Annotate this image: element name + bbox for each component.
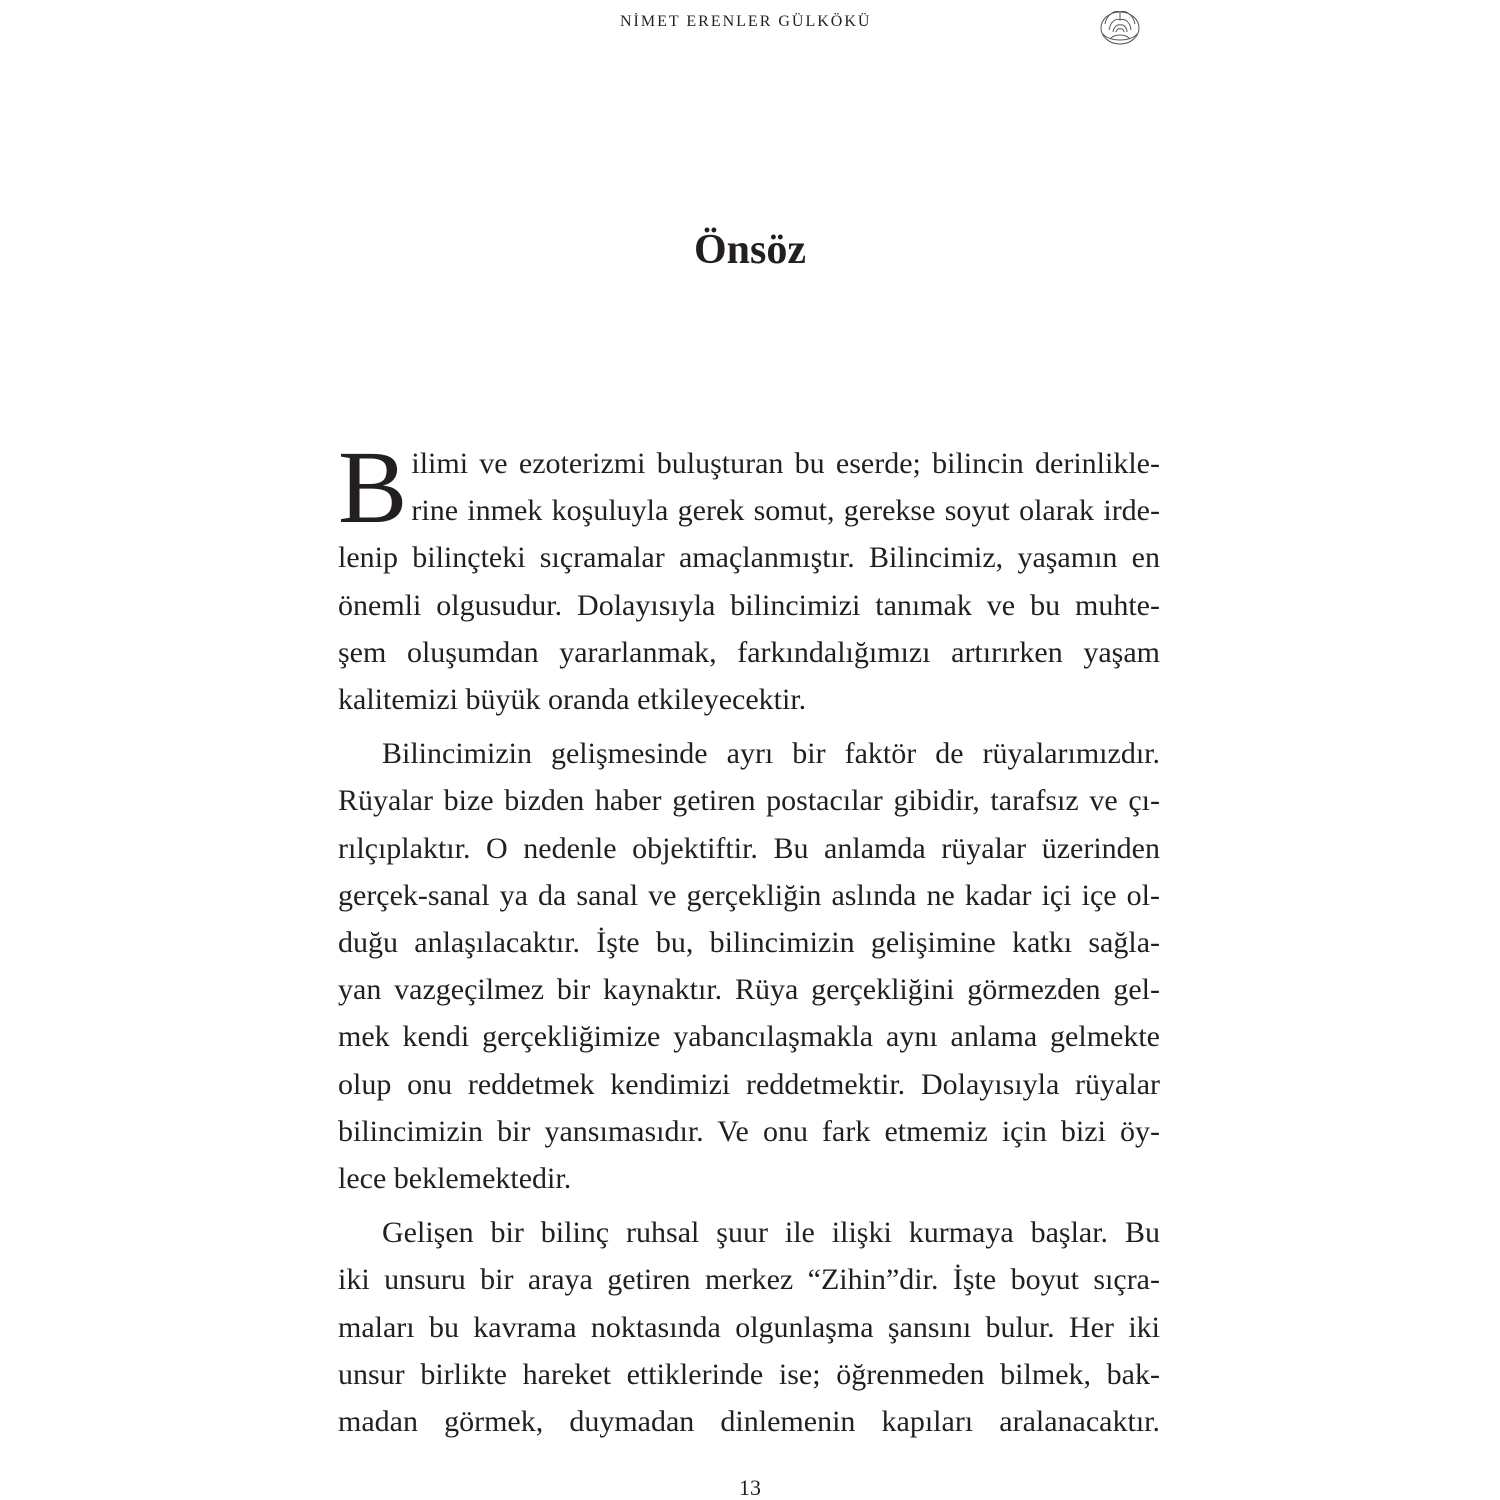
body-text xyxy=(338,430,1160,1452)
text-line: Bilincimizin gelişmesinde ayrı bir faktör de rüyalarımızdır. xyxy=(382,737,1160,771)
running-head xyxy=(0,10,1500,34)
text-line: önemli olgusudur. Dolayısıyla bilincimizi tanımak ve bu muhte- xyxy=(338,588,1160,622)
rose-icon xyxy=(1097,4,1143,48)
text-line: ilimi ve ezoterizmi buluşturan bu eserde; bilincin derinlikle- xyxy=(411,447,1160,480)
text-line: iki unsuru bir araya getiren merkez “Zihin”dir. İşte boyut sıçra- xyxy=(338,1263,1160,1297)
text-line: gerçek-sanal ya da sanal ve gerçekliğin aslında ne kadar içi içe ol- xyxy=(338,878,1160,912)
paragraph-1 xyxy=(338,430,1160,723)
text-line: rılçıplaktır. O nedenle objektiftir. Bu anlamda rüyalar üzerinden xyxy=(338,831,1160,865)
text-line: rine inmek koşuluyla gerek somut, gerekse soyut olarak irde- xyxy=(411,494,1160,528)
paragraph-2 xyxy=(338,730,1160,1202)
text-line: bilincimizin bir yansımasıdır. Ve onu fark etmemiz için bizi öy- xyxy=(338,1114,1160,1148)
text-line: maları bu kavrama noktasında olgunlaşma şansını bulur. Her iki xyxy=(338,1310,1160,1344)
text-line: Rüyalar bize bizden haber getiren postacılar gibidir, tarafsız ve çı- xyxy=(338,784,1160,818)
text-line: madan görmek, duymadan dinlemenin kapıları aralanacaktır. xyxy=(338,1405,1160,1439)
drop-cap: B xyxy=(338,430,408,545)
text-line: şem oluşumdan yararlanmak, farkındalığımızı artırırken yaşam xyxy=(338,635,1160,669)
text-line: duğu anlaşılacaktır. İşte bu, bilincimizin gelişimine katkı sağla- xyxy=(338,926,1160,960)
text-line: olup onu reddetmek kendimizi reddetmektir. Dolayısıyla rüyalar xyxy=(338,1067,1160,1101)
paragraph-3 xyxy=(338,1209,1160,1445)
running-head-author: NİMET ERENLER GÜLKÖKÜ xyxy=(620,13,872,30)
text-line: lece beklemektedir. xyxy=(338,1162,572,1196)
text-line: kalitemizi büyük oranda etkileyecektir. xyxy=(338,683,807,717)
text-line: unsur birlikte hareket ettiklerinde ise; öğrenmeden bilmek, bak- xyxy=(338,1357,1160,1391)
text-line: Gelişen bir bilinç ruhsal şuur ile ilişki kurmaya başlar. Bu xyxy=(382,1216,1160,1250)
page-number: 13 xyxy=(739,1475,761,1500)
text-line: yan vazgeçilmez bir kaynaktır. Rüya gerçekliğini görmezden gel- xyxy=(338,973,1160,1007)
text-line: lenip bilinçteki sıçramalar amaçlanmıştır. Bilincimiz, yaşamın en xyxy=(338,541,1160,575)
text-line: mek kendi gerçekliğimize yabancılaşmakla aynı anlama gelmekte xyxy=(338,1020,1160,1054)
page-title: Önsöz xyxy=(693,227,806,273)
